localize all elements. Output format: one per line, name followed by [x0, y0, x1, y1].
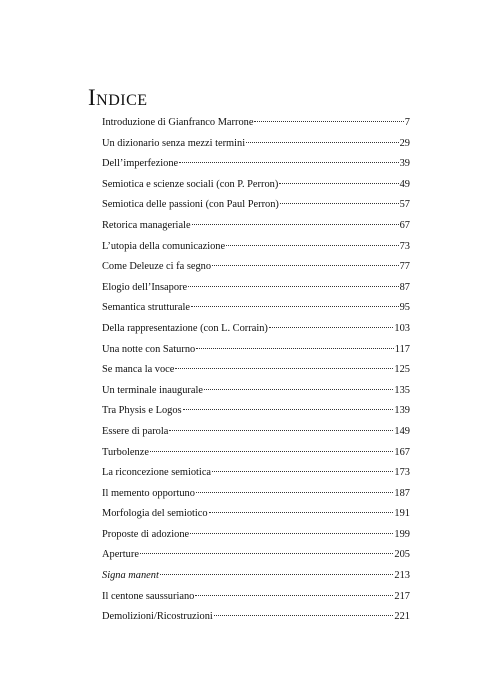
toc-entry-title: Elogio dell’Insapore: [102, 281, 188, 293]
toc-entry: [102, 360, 410, 381]
toc-entry-title: Dell’imperfezione: [102, 158, 179, 170]
toc-entry: [102, 422, 410, 443]
toc-entry-page-number: 135: [394, 384, 410, 396]
toc-entry-page-number: 149: [394, 425, 410, 437]
dot-leader: [195, 594, 393, 596]
toc-entry-title: Proposte di adozione: [102, 528, 190, 540]
dot-leader: [191, 305, 399, 307]
toc-entry: [102, 319, 410, 340]
dot-leader: [183, 408, 394, 410]
dot-leader: [196, 347, 394, 349]
toc-entry-title: Se manca la voce: [102, 364, 175, 376]
toc-entry-page-number: 57: [399, 199, 410, 211]
toc-entry: [102, 587, 410, 608]
toc-entry-title: Demolizioni/Ricostruzioni: [102, 611, 213, 623]
toc-entry: [102, 154, 410, 175]
toc-entry: [102, 340, 410, 361]
toc-entry-page-number: 191: [394, 508, 410, 520]
dot-leader: [279, 182, 398, 184]
toc-entry-title: Essere di parola: [102, 425, 169, 437]
dot-leader: [150, 450, 393, 452]
toc-entry-page-number: 7: [404, 117, 410, 128]
toc-entry-page-number: 221: [394, 611, 410, 623]
toc-entry-page-number: 199: [394, 528, 410, 540]
toc-entry: [102, 484, 410, 505]
toc-entry-title: Introduzione di Gianfranco Marrone: [102, 117, 254, 128]
dot-leader: [175, 367, 393, 369]
toc-entry: [102, 175, 410, 196]
dot-leader: [212, 264, 399, 266]
toc-entry-title: Signa manent: [102, 570, 159, 582]
toc-entry-page-number: 187: [394, 487, 410, 499]
dot-leader: [169, 429, 393, 431]
toc-entry-page-number: 167: [394, 446, 410, 458]
dot-leader: [160, 573, 394, 575]
toc-entry-page-number: 103: [394, 322, 410, 334]
toc-entry: [102, 298, 410, 319]
toc-entry-title: Semantica strutturale: [102, 302, 191, 314]
toc-entry: [102, 381, 410, 402]
toc-entry-page-number: 139: [394, 405, 410, 417]
toc-entry-title: Morfologia del semiotico: [102, 508, 208, 520]
toc-entry: [102, 113, 410, 134]
dot-leader: [190, 532, 393, 534]
toc-entry-title: Un dizionario senza mezzi termini: [102, 137, 246, 149]
dot-leader: [188, 285, 398, 287]
toc-entry: [102, 195, 410, 216]
toc-entry-title: Il centone saussuriano: [102, 590, 195, 602]
toc-entry: [102, 237, 410, 258]
toc-entry-page-number: 213: [394, 570, 410, 582]
toc-entry-page-number: 87: [399, 281, 410, 293]
toc-entry-title: L’utopia della comunicazione: [102, 240, 226, 252]
toc-entry-page-number: 117: [394, 343, 410, 355]
toc-entry-title: Semiotica e scienze sociali (con P. Perron): [102, 178, 279, 190]
toc-entry: [102, 504, 410, 525]
toc-entry-title: Della rappresentazione (con L. Corrain): [102, 322, 268, 334]
toc-entry-page-number: 173: [394, 467, 410, 479]
toc-entry-page-number: 77: [399, 261, 410, 273]
toc-entry-title: Come Deleuze ci fa segno: [102, 261, 212, 273]
toc-entry-title: Una notte con Saturno: [102, 343, 196, 355]
dot-leader: [192, 223, 399, 225]
toc-entry: [102, 401, 410, 422]
index-title: Indice: [88, 85, 148, 110]
toc-entry-page-number: 95: [399, 302, 410, 314]
dot-leader: [214, 614, 394, 616]
dot-leader: [196, 491, 393, 493]
toc-entry: [102, 257, 410, 278]
toc-entry-page-number: 39: [399, 158, 410, 170]
toc-entry-title: Retorica manageriale: [102, 219, 191, 231]
toc-entry-page-number: 49: [399, 178, 410, 190]
toc-entry-page-number: 217: [394, 590, 410, 602]
dot-leader: [209, 511, 394, 513]
toc-entry: [102, 525, 410, 546]
toc-entry-title: La riconcezione semiotica: [102, 467, 212, 479]
dot-leader: [204, 388, 393, 390]
dot-leader: [179, 161, 398, 163]
toc-entry: [102, 566, 410, 587]
toc-entry-title: Il memento opportuno: [102, 487, 195, 499]
table-of-contents: [102, 113, 410, 628]
toc-entry-title: Tra Physis e Logos: [102, 405, 182, 417]
dot-leader: [226, 244, 399, 246]
toc-entry-page-number: 29: [399, 137, 410, 149]
toc-entry: [102, 216, 410, 237]
toc-entry-title: Aperture: [102, 549, 139, 561]
toc-entry-page-number: 205: [394, 549, 410, 561]
toc-entry: [102, 278, 410, 299]
toc-entry-page-number: 125: [394, 364, 410, 376]
toc-entry: [102, 134, 410, 155]
toc-entry-page-number: 73: [399, 240, 410, 252]
toc-entry-page-number: 67: [399, 219, 410, 231]
dot-leader: [254, 120, 403, 122]
dot-leader: [212, 470, 393, 472]
toc-entry: [102, 443, 410, 464]
toc-entry: [102, 607, 410, 628]
toc-entry: [102, 463, 410, 484]
toc-entry-title: Turbolenze: [102, 446, 149, 458]
dot-leader: [246, 141, 399, 143]
dot-leader: [280, 202, 399, 204]
dot-leader: [269, 326, 394, 328]
toc-entry-title: Semiotica delle passioni (con Paul Perron): [102, 199, 279, 211]
dot-leader: [140, 552, 393, 554]
toc-entry-title: Un terminale inaugurale: [102, 384, 203, 396]
toc-entry: [102, 545, 410, 566]
